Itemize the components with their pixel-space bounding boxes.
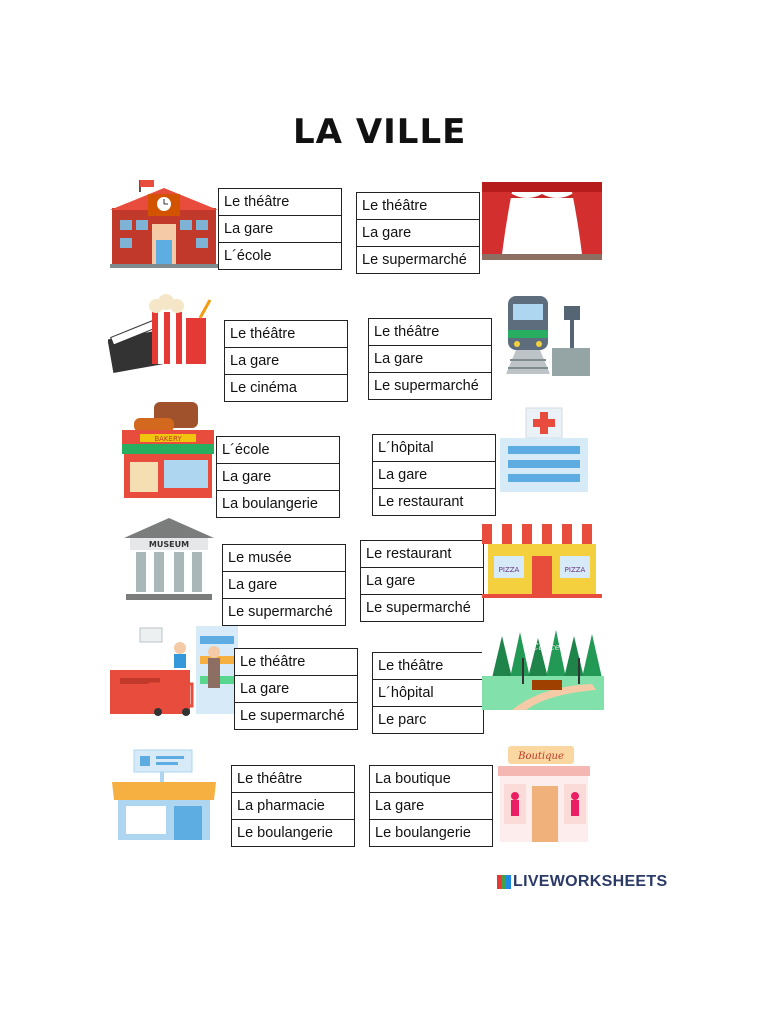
- train-station-icon: [498, 290, 590, 381]
- bakery-sign-text: BAKERY: [154, 435, 182, 443]
- options-box: [231, 765, 355, 847]
- options-box: [369, 765, 493, 847]
- option-item[interactable]: Le théâtre: [369, 319, 491, 346]
- options-box: [216, 436, 340, 518]
- option-item[interactable]: La pharmacie: [232, 793, 354, 820]
- option-item[interactable]: La gare: [223, 572, 345, 599]
- option-item[interactable]: Le restaurant: [378, 494, 464, 510]
- bakery-icon: [120, 400, 216, 505]
- option-item[interactable]: La gare: [370, 793, 492, 820]
- pizza-sign-text: PIZZA: [564, 566, 586, 574]
- page-title: LA VILLE: [293, 112, 467, 152]
- option-item[interactable]: Le boulangerie: [375, 825, 471, 841]
- museum-icon: [124, 516, 214, 607]
- options-box: [368, 318, 492, 400]
- option-item[interactable]: Le supermarché: [362, 252, 467, 268]
- option-item[interactable]: Le théâtre: [357, 193, 479, 220]
- options-box: [372, 652, 484, 734]
- liveworksheets-logo: [497, 873, 667, 891]
- park-watermark-text: Cancer: [531, 643, 565, 653]
- option-item[interactable]: Le théâtre: [225, 321, 347, 348]
- option-item[interactable]: La gare: [361, 568, 483, 595]
- option-item[interactable]: Le supermarché: [228, 604, 333, 620]
- pizza-restaurant-icon: [482, 520, 602, 605]
- options-box: [372, 434, 496, 516]
- option-item[interactable]: La gare: [369, 346, 491, 373]
- option-item[interactable]: Le théâtre: [219, 189, 341, 216]
- option-item[interactable]: La gare: [357, 220, 479, 247]
- option-item[interactable]: L´hôpital: [373, 435, 495, 462]
- option-item[interactable]: L´hôpital: [373, 680, 483, 707]
- option-item[interactable]: Le théâtre: [232, 766, 354, 793]
- theatre-stage-icon: [482, 182, 602, 267]
- park-icon: [482, 628, 604, 715]
- pizza-sign-text: PIZZA: [498, 566, 520, 574]
- brand-text: LIVEWORKSHEETS: [513, 873, 668, 890]
- option-item[interactable]: La boutique: [370, 766, 492, 793]
- option-item[interactable]: Le restaurant: [361, 541, 483, 568]
- option-item[interactable]: La gare: [235, 676, 357, 703]
- boutique-sign-text: Boutique: [518, 751, 564, 762]
- option-item[interactable]: Le boulangerie: [237, 825, 333, 841]
- supermarket-icon: [110, 626, 238, 723]
- options-box: [224, 320, 348, 402]
- school-icon: [110, 180, 218, 273]
- option-item[interactable]: Le cinéma: [230, 380, 297, 396]
- option-item[interactable]: Le supermarché: [366, 600, 471, 616]
- options-box: [234, 648, 358, 730]
- option-item[interactable]: La gare: [219, 216, 341, 243]
- option-item[interactable]: Le musée: [223, 545, 345, 572]
- option-item[interactable]: Le parc: [378, 712, 427, 728]
- option-item[interactable]: L´école: [217, 437, 339, 464]
- option-item[interactable]: Le théâtre: [235, 649, 357, 676]
- pharmacy-icon: [110, 746, 218, 847]
- hospital-icon: [498, 404, 590, 499]
- boutique-icon: [494, 744, 594, 849]
- logo-mark-icon: [497, 875, 511, 889]
- museum-sign-text: MUSEUM: [148, 540, 190, 549]
- option-item[interactable]: La gare: [373, 462, 495, 489]
- option-item[interactable]: La gare: [225, 348, 347, 375]
- option-item[interactable]: L´école: [224, 248, 272, 264]
- option-item[interactable]: Le supermarché: [374, 378, 479, 394]
- options-box: [218, 188, 342, 270]
- options-box: [356, 192, 480, 274]
- cinema-icon: [108, 288, 220, 381]
- options-box: [360, 540, 484, 622]
- option-item[interactable]: La boulangerie: [222, 496, 318, 512]
- option-item[interactable]: La gare: [217, 464, 339, 491]
- option-item[interactable]: Le théâtre: [373, 653, 483, 680]
- option-item[interactable]: Le supermarché: [240, 708, 345, 724]
- options-box: [222, 544, 346, 626]
